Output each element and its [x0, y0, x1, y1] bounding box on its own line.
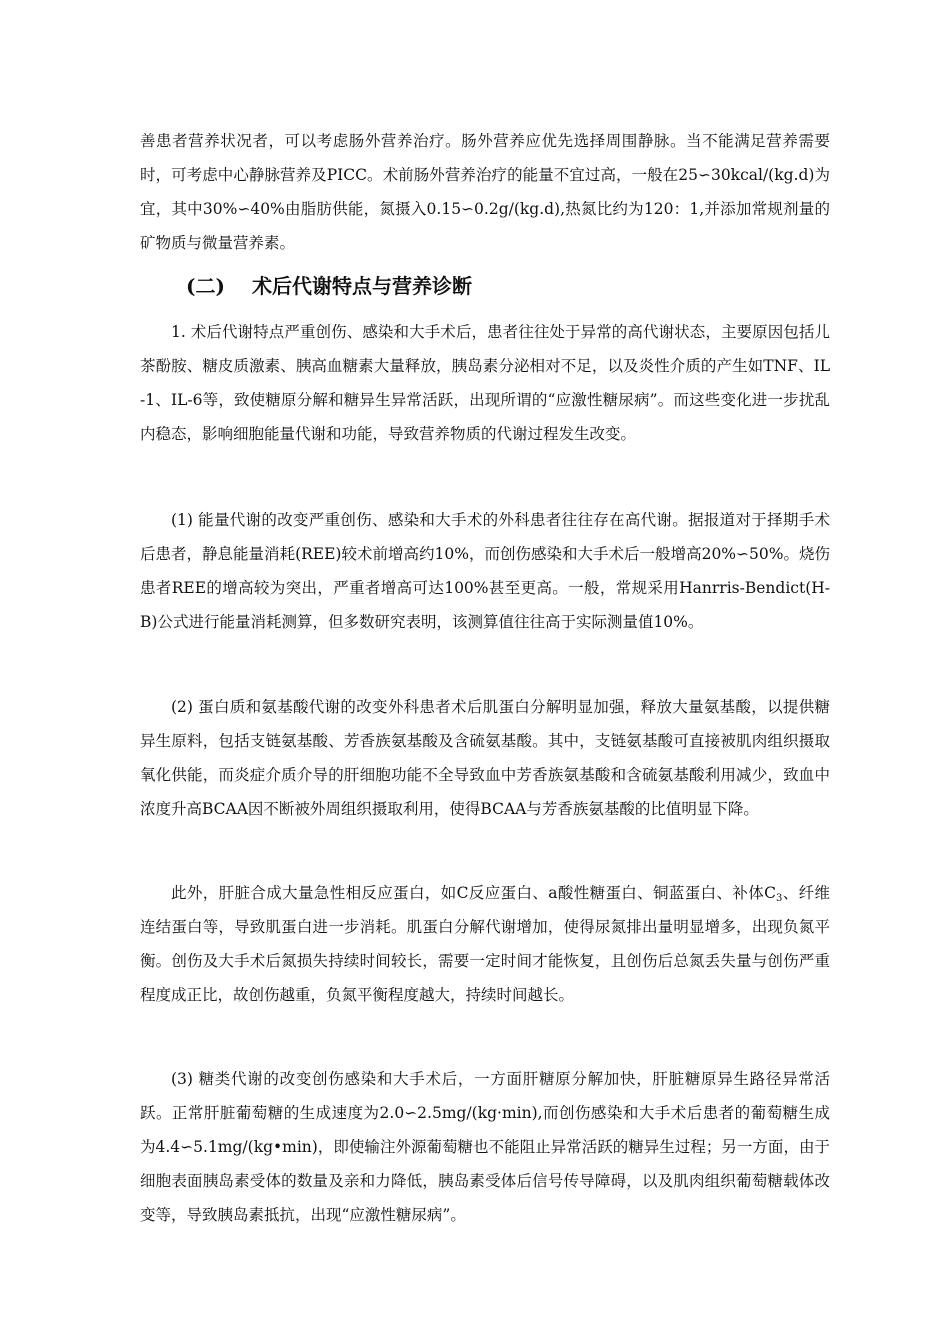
- paragraph-carbohydrate-metabolism: (3) 糖类代谢的改变创伤感染和大手术后，一方面肝糖原分解加快，肝脏糖原异生路径异常活跃。正常肝脏葡萄糖的生成速度为2.0∽2.5mg/(kg·min),而创伤感染和大手术后患者的葡萄糖生成为4.4∽5.1mg/(kg•min)，即使输注外源葡萄糖也不能阻止异常活跃的糖异生过程；另一方面，由于细胞表面胰岛素受体的数量及亲和力降低，胰岛素受体后信号传导障碍，以及肌肉组织葡萄糖载体改变等，导致胰岛素抵抗，出现“应激性糖尿病”。: [140, 1070, 830, 1224]
- paragraph-energy-metabolism: (1) 能量代谢的改变严重创伤、感染和大手术的外科患者往往存在高代谢。据报道对于择期手术后患者，静息能量消耗(REE)较术前增高约10%，而创伤感染和大手术后一般增高20%∽50%。烧伤患者REE的增高较为突出，严重者增高可达100%甚至更高。一般，常规采用Hanrris-Bendict(H-B)公式进行能量消耗测算，但多数研究表明，该测算值往往高于实际测量值10%。: [140, 511, 830, 631]
- complement-subscript: 3: [776, 893, 783, 904]
- section-heading: [186, 268, 472, 304]
- paragraph-acute-phase-proteins: [140, 876, 830, 1012]
- acute-phase-text-part1: 此外，肝脏合成大量急性相反应蛋白，如C反应蛋白、a酸性糖蛋白、铜蓝蛋白、补体C: [171, 884, 776, 902]
- section-heading-title: 术后代谢特点与营养诊断: [252, 274, 472, 298]
- paragraph-protein-metabolism: (2) 蛋白质和氨基酸代谢的改变外科患者术后肌蛋白分解明显加强，释放大量氨基酸，以提供糖异生原料，包括支链氨基酸、芳香族氨基酸及含硫氨基酸。其中，支链氨基酸可直接被肌肉组织摄取氧化供能，而炎症介质介导的肝细胞功能不全导致血中芳香族氨基酸和含硫氨基酸利用减少，致血中浓度升高BCAA因不断被外周组织摄取利用，使得BCAA与芳香族氨基酸的比值明显下降。: [140, 698, 830, 818]
- section-heading-number: (二): [186, 274, 225, 298]
- paragraph-preop-parenteral-nutrition: 善患者营养状况者，可以考虑肠外营养治疗。肠外营养应优先选择周围静脉。当不能满足营养需要时，可考虑中心静脉营养及PICC。术前肠外营养治疗的能量不宜过高，一般在25∽30kcal/(kg.d)为宜，其中30%∽40%由脂肪供能，氮摄入0.15∽0.2g/(kg.d),热氮比约为120：1,并添加常规剂量的矿物质与微量营养素。: [140, 132, 830, 252]
- acute-phase-text-part2: 、纤维连结蛋白等，导致肌蛋白进一步消耗。肌蛋白分解代谢增加，使得尿氮排出量明显增多，出现负氮平衡。创伤及大手术后氮损失持续时间较长，需要一定时间才能恢复，且创伤后总氮丢失量与创伤严重程度成正比，故创伤越重，负氮平衡程度越大，持续时间越长。: [140, 884, 830, 1004]
- paragraph-postop-metabolism: 1. 术后代谢特点严重创伤、感染和大手术后，患者往往处于异常的高代谢状态，主要原因包括儿茶酚胺、糖皮质激素、胰高血糖素大量释放，胰岛素分泌相对不足，以及炎性介质的产生如TNF、IL-1、IL-6等，致使糖原分解和糖异生异常活跃，出现所谓的“应激性糖尿病”。而这些变化进一步扰乱内稳态，影响细胞能量代谢和功能，导致营养物质的代谢过程发生改变。: [140, 323, 830, 443]
